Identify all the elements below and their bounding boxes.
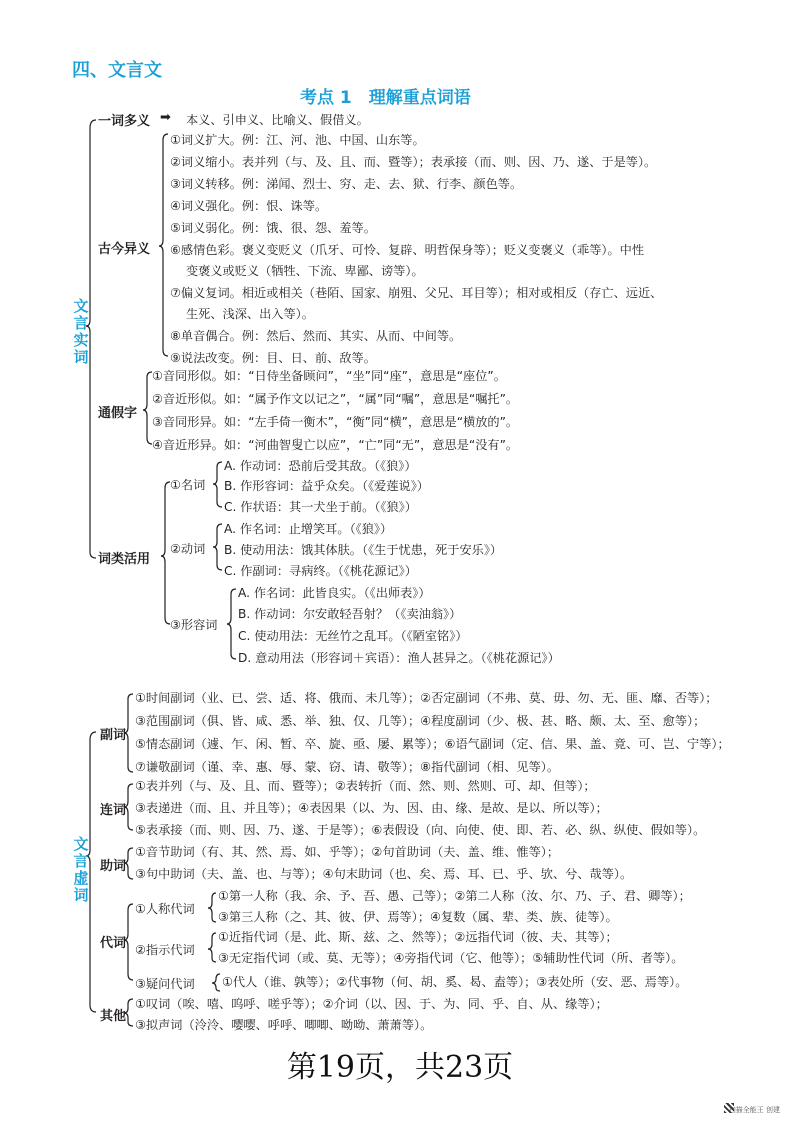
zhuci-label: 助词	[100, 859, 127, 874]
gujinyiyi-line: ⑤词义弱化。例：饿、很、怨、羞等。	[170, 221, 376, 235]
page-number: 第19页，共23页	[286, 1050, 514, 1085]
xuci-label: 文言虚词	[73, 835, 89, 904]
tongjiazi-line: ②音近形似。如：“属予作文以记之”，“属”同“嘱”，意思是“嘱托”。	[152, 392, 519, 406]
gujinyiyi-line: ②词义缩小。表并列（与、及、且、而、暨等）；表承接（而、则、因、乃、遂、于是等）。	[170, 155, 657, 169]
yiwen-line: ①代人（谁、孰等）；②代事物（何、胡、奚、曷、盍等）；③表处所（安、恶、焉等）。	[222, 975, 688, 989]
yiwen-label: ③疑问代词	[135, 977, 195, 991]
tongjiazi-label: 通假字	[98, 406, 138, 421]
gujinyiyi-line: 生死、浅深、出入等）。	[186, 307, 314, 321]
daici-label: 代词	[100, 936, 127, 951]
tongjiazi-line: ①音同形似。如：“日侍坐备顾问”，“坐”同“座”，意思是“座位”。	[152, 369, 506, 383]
qita-line: ③拟声词（泠泠、嘤嘤、呼呼、唧唧、呦呦、萧萧等）。	[135, 1018, 433, 1032]
zhuci-line: ③句中助词（夫、盖、也、与等）；④句末助词（也、矣、焉、耳、已、乎、欤、兮、哉等）。	[135, 867, 633, 881]
zhishi-line: ③无定指代词（或、莫、无等）；④旁指代词（它、他等）；⑤辅助性代词（所、者等）。	[218, 951, 684, 965]
fuci-label: 副词	[100, 728, 127, 743]
cileihuoyong-label: 词类活用	[98, 552, 151, 567]
lianci-label: 连词	[100, 803, 127, 818]
gujinyiyi-line: ③词义转移。例：涕闻、烈士、穷、走、去、狱、行李、颜色等。	[170, 177, 523, 191]
gujinyiyi-line: ⑨说法改变。例：目、日、前、敌等。	[170, 351, 376, 365]
xingrongci-item: B. 作动词：尔安敢轻吾射？（《卖油翁》）	[238, 607, 462, 621]
xingrongci-label: ③形容词	[170, 618, 218, 632]
section-title: 四、文言文	[72, 60, 162, 81]
gujinyiyi-line: ④词义强化。例：恨、诛等。	[170, 199, 328, 213]
fuci-line: ③范围副词（俱、皆、咸、悉、举、独、仅、几等）；④程度副词（少、极、甚、略、颇、太、至、愈等）；	[135, 714, 706, 728]
qita-line: ①叹词（唉、嘻、呜呼、嗟乎等）；②介词（以、因、于、为、同、乎、自、从、缘等）；	[135, 997, 608, 1011]
gujinyiyi-line: ⑦偏义复词。相近或相关（巷陌、国家、崩殂、父兄、耳目等）；相对或相反（存亡、远近、	[170, 286, 663, 300]
scanner-stamp: 扫描全能王 创建	[728, 1106, 780, 1114]
lianci-line: ③表递进（而、且、并且等）；④表因果（以、为、因、由、缘、是故、是以、所以等）；	[135, 801, 608, 815]
mingci-item: C. 作状语：其一犬坐于前。（《狼》）	[224, 500, 417, 514]
yicidouyi-text: 本义、引申义、比喻义、假借义。	[186, 113, 369, 127]
mingci-item: B. 作形容词：益乎众矣。（《爱莲说》）	[224, 479, 429, 493]
dongci-item: B. 使动用法：饿其体肤。（《生于忧患，死于安乐》）	[224, 543, 503, 557]
dongci-item: A. 作名词：止增笑耳。（《狼》）	[224, 522, 393, 536]
gujinyiyi-line: ⑥感情色彩。褒义变贬义（爪牙、可怜、复辟、明哲保身等）；贬义变褒义（乖等）。中性	[170, 243, 645, 257]
fuci-line: ⑦谦敬副词（谨、幸、惠、辱、蒙、窃、请、敬等）；⑧指代副词（相、见等）。	[135, 760, 560, 774]
gujinyiyi-label: 古今异义	[98, 242, 151, 257]
renchen-line: ①第一人称（我、余、予、吾、愚、己等）；②第二人称（汝、尔、乃、子、君、卿等）；	[218, 889, 691, 903]
lianci-line: ⑤表承接（而、则、因、乃、遂、于是等）；⑥表假设（向、向使、使、即、若、必、纵、纵使、假如等）。	[135, 823, 706, 837]
yicidouyi-label: 一词多义	[98, 114, 151, 129]
gujinyiyi-line: ①词义扩大。例：江、河、池、中国、山东等。	[170, 133, 425, 147]
tongjiazi-line: ③音同形异。如：“左手倚一衡木”，“衡”同“横”，意思是“横放的”。	[152, 415, 519, 429]
shici-label: 文言实词	[73, 297, 89, 366]
dongci-item: C. 作副词：寻病终。（《桃花源记》）	[224, 564, 417, 578]
renchen-line: ③第三人称（之、其、彼、伊、焉等）；④复数（属、辈、类、族、徒等）。	[218, 910, 618, 924]
mingci-item: A. 作动词：恐前后受其敌。（《狼》）	[224, 459, 417, 473]
gujinyiyi-line: 变褒义或贬义（牺牲、下流、卑鄙、谤等）。	[186, 264, 424, 278]
zhishi-line: ①近指代词（是、此、斯、兹、之、然等）；②远指代词（彼、夫、其等）；	[218, 930, 618, 944]
tongjiazi-line: ④音近形异。如：“河曲智叟亡以应”，“亡”同“无”，意思是“没有”。	[152, 438, 519, 452]
arrow-icon: ➡	[160, 110, 171, 125]
lianci-line: ①表并列（与、及、且、而、暨等）；②表转折（而、然、则、然则、可、却、但等）；	[135, 779, 596, 793]
mingci-label: ①名词	[170, 478, 206, 492]
fuci-line: ①时间副词（业、已、尝、适、将、俄而、未几等）；②否定副词（不弗、莫、毋、勿、无、匪、靡、否等）；	[135, 691, 718, 705]
zhishi-label: ②指示代词	[135, 943, 195, 957]
kaodian-title: 考点 1 理解重点词语	[300, 88, 471, 108]
xingrongci-item: C. 使动用法：无丝竹之乱耳。（《陋室铭》）	[238, 629, 468, 643]
qita-label: 其他	[100, 1009, 127, 1024]
dongci-label: ②动词	[170, 542, 206, 556]
xingrongci-item: D. 意动用法（形容词＋宾语）：渔人甚异之。（《桃花源记》）	[238, 651, 560, 665]
renchen-label: ①人称代词	[135, 902, 195, 916]
gujinyiyi-line: ⑧单音偶合。例：然后、然而、其实、从而、中间等。	[170, 329, 462, 343]
xingrongci-item: A. 作名词：此皆良实。（《出师表》）	[238, 586, 431, 600]
fuci-line: ⑤情态副词（遽、乍、闲、暂、卒、旋、亟、屡、累等）；⑥语气副词（定、信、果、盖、竟、可、岂、宁等）；	[135, 737, 730, 751]
zhuci-line: ①音节助词（有、其、然、焉、如、乎等）；②句首助词（夫、盖、维、惟等）；	[135, 845, 560, 859]
